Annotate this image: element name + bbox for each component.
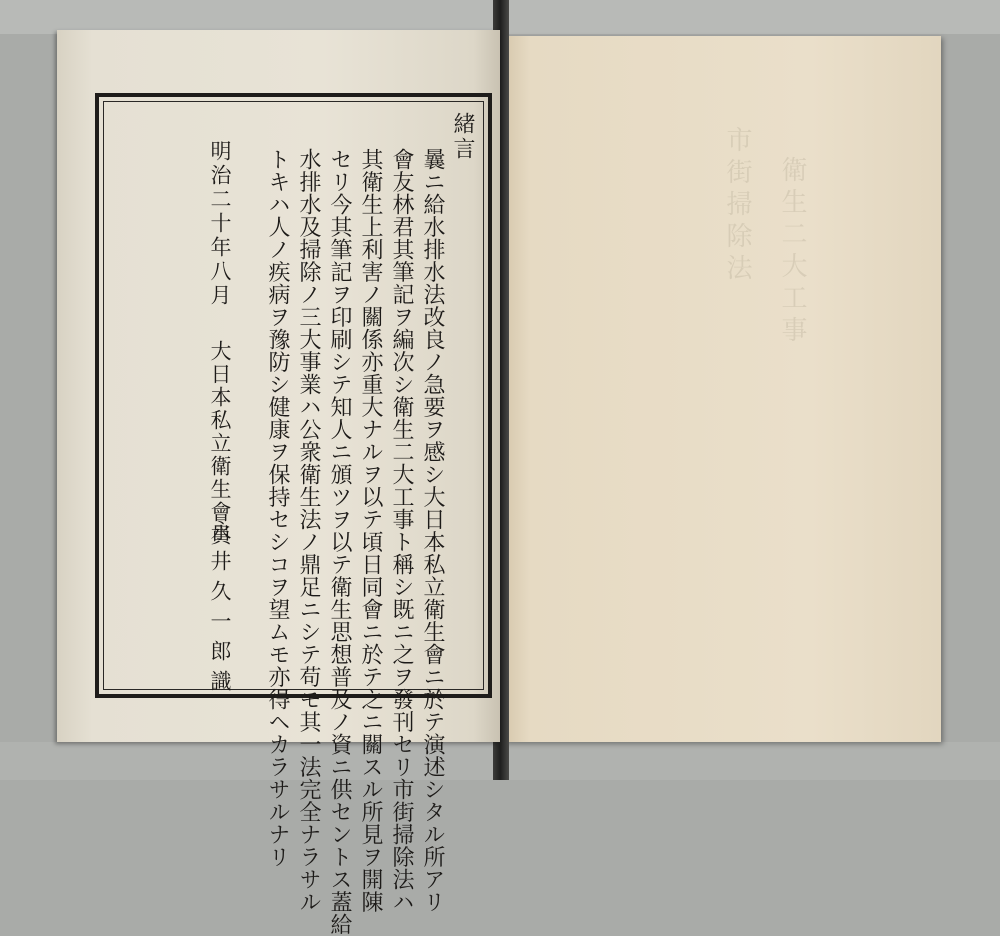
preface-signer: 永井久一郎識 [208, 520, 232, 700]
preface-date: 明治二十年八月 [208, 140, 232, 308]
preface-line-3: 其衛生上利害ノ關係亦重大ナルヲ以テ頃日同會ニ於テ之ニ關スル所見ヲ開陳 [358, 148, 383, 913]
right-page-blank [504, 36, 941, 742]
preface-society: 大日本私立衛生會員 [208, 340, 232, 547]
preface-line-6: トキハ人ノ疾病ヲ豫防シ健康ヲ保持セシコヲ望ムモ亦得ヘカラサルナリ [265, 148, 290, 868]
preface-heading: 緒言 [450, 112, 475, 162]
show-through-text: 衛生二大工事 [777, 156, 807, 348]
preface-line-2: 會友林君其筆記ヲ編次シ衛生二大工事ト稱シ既ニ之ヲ發刊セリ市街掃除法ハ [389, 148, 414, 913]
preface-line-5: 水排水及掃除ノ三大事業ハ公衆衛生法ノ鼎足ニシテ苟モ其一法完全ナラサル [296, 148, 321, 913]
preface-line-4: セリ今其筆記ヲ印刷シテ知人ニ頒ツヲ以テ衛生思想普及ノ資ニ供セントス蓋給 [327, 148, 352, 936]
show-through-text: 市街掃除法 [722, 126, 752, 286]
preface-line-1: 曩ニ給水排水法改良ノ急要ヲ感シ大日本私立衛生會ニ於テ演述シタル所アリ [420, 148, 445, 913]
